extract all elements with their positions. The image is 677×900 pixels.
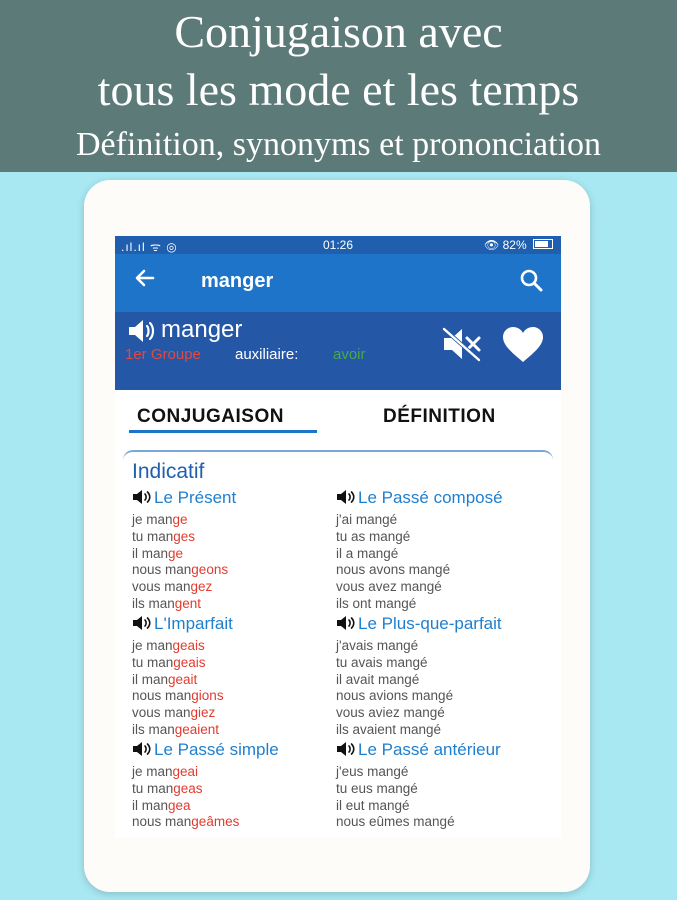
conjugation-ending: gea bbox=[168, 797, 191, 813]
status-time: 01:26 bbox=[322, 238, 354, 252]
conjugation-stem: tu man bbox=[132, 654, 174, 670]
conjugation-stem: vous man bbox=[132, 579, 191, 595]
conjugation-stem: je man bbox=[132, 638, 173, 653]
tab-definition[interactable]: DÉFINITION bbox=[383, 406, 496, 427]
verb-word: manger bbox=[161, 316, 243, 343]
conjugation-stem: je man bbox=[132, 764, 173, 779]
conjugation-stem: nous avons mangé bbox=[336, 562, 451, 578]
banner-line-3: Définition, synonyms et prononciation bbox=[75, 126, 602, 163]
tense-name: L'Imparfait bbox=[154, 614, 233, 633]
banner-line-2: tous les mode et les temps bbox=[97, 64, 580, 115]
conjugation-line bbox=[336, 596, 416, 611]
tense-name: Le Présent bbox=[154, 488, 237, 507]
tense-heading[interactable] bbox=[132, 488, 236, 508]
conjugation-line bbox=[132, 705, 215, 720]
conjugation-ending: geas bbox=[173, 780, 203, 796]
conjugation-stem: il a mangé bbox=[336, 545, 399, 561]
verb-group: 1er Groupe bbox=[125, 346, 201, 363]
conjugation-line bbox=[132, 512, 188, 527]
app-bar bbox=[115, 254, 561, 312]
conjugation-stem: tu man bbox=[132, 528, 174, 544]
mute-icon[interactable] bbox=[441, 326, 483, 362]
arrow-left-icon[interactable] bbox=[133, 266, 157, 296]
conjugation-stem: tu eus mangé bbox=[336, 780, 418, 796]
conjugation-line bbox=[132, 722, 219, 737]
conjugation-line bbox=[132, 529, 195, 544]
conjugation-line bbox=[336, 722, 441, 737]
conjugation-stem: vous aviez mangé bbox=[336, 705, 445, 721]
conjugation-line bbox=[336, 655, 428, 670]
conjugation-ending: geons bbox=[191, 562, 229, 578]
conjugation-line bbox=[132, 655, 206, 670]
tense-heading[interactable] bbox=[336, 488, 503, 508]
conjugation-line bbox=[336, 781, 418, 796]
conjugation-ending: gez bbox=[190, 579, 213, 595]
tab-bar bbox=[115, 390, 561, 438]
conjugation-line bbox=[132, 814, 239, 829]
mood-title: Indicatif bbox=[132, 460, 205, 483]
conjugation-stem: j'eus mangé bbox=[336, 764, 409, 779]
conjugation-stem: tu avais mangé bbox=[336, 654, 428, 670]
tense-heading[interactable] bbox=[132, 740, 279, 760]
tense-name: Le Plus-que-parfait bbox=[358, 614, 502, 633]
app-screen bbox=[115, 236, 561, 838]
conjugation-stem: nous man bbox=[132, 562, 192, 578]
auxiliary-value: avoir bbox=[333, 346, 366, 363]
conjugation-line bbox=[336, 672, 419, 687]
heart-icon[interactable] bbox=[501, 326, 545, 364]
word-header bbox=[115, 312, 561, 390]
auxiliary-label: auxiliaire: bbox=[235, 346, 299, 363]
conjugation-line bbox=[336, 798, 410, 813]
conjugation-line bbox=[132, 764, 198, 779]
battery-icon bbox=[533, 239, 553, 249]
tense-heading[interactable] bbox=[336, 614, 502, 634]
conjugation-stem: nous man bbox=[132, 688, 192, 704]
banner-line-1: Conjugaison avec bbox=[174, 6, 503, 57]
conjugation-line bbox=[336, 764, 408, 779]
conjugation-ending: geais bbox=[172, 638, 205, 653]
conjugation-stem: je man bbox=[132, 512, 173, 527]
conjugation-line bbox=[132, 688, 224, 703]
conjugation-stem: tu as mangé bbox=[336, 528, 411, 544]
signal-icons: .ıl.ıl ᯤ ◎ bbox=[121, 240, 178, 254]
conjugation-stem: nous man bbox=[132, 814, 192, 830]
conjugation-ending: ge bbox=[172, 512, 188, 527]
conjugation-line bbox=[336, 688, 453, 703]
conjugation-stem: nous avions mangé bbox=[336, 688, 454, 704]
conjugation-stem: il man bbox=[132, 797, 169, 813]
tense-name: Le Passé composé bbox=[358, 488, 503, 507]
conjugation-stem: il man bbox=[132, 671, 169, 687]
conjugation-line bbox=[132, 546, 183, 561]
conjugation-stem: j'ai mangé bbox=[336, 512, 398, 527]
conjugation-stem: il avait mangé bbox=[336, 671, 420, 687]
conjugation-ending: geâmes bbox=[191, 814, 240, 830]
conjugation-ending: geait bbox=[168, 671, 198, 687]
app-title: manger bbox=[201, 270, 274, 292]
conjugation-line bbox=[336, 562, 450, 577]
conjugation-stem: vous avez mangé bbox=[336, 579, 442, 595]
conjugation-line bbox=[132, 638, 205, 653]
search-icon[interactable] bbox=[519, 268, 545, 294]
conjugation-line bbox=[132, 672, 197, 687]
tense-heading[interactable] bbox=[132, 614, 233, 634]
conjugation-ending: gent bbox=[174, 596, 202, 611]
active-tab-indicator bbox=[129, 430, 317, 433]
conjugation-ending: ges bbox=[173, 528, 196, 544]
conjugation-line bbox=[336, 512, 397, 527]
conjugation-ending: gions bbox=[191, 688, 224, 704]
conjugation-line bbox=[336, 546, 398, 561]
tense-name: Le Passé antérieur bbox=[358, 740, 501, 759]
conjugation-ending: ge bbox=[168, 545, 184, 561]
battery-percent: 82% bbox=[502, 238, 527, 252]
conjugation-stem: tu man bbox=[132, 780, 174, 796]
battery-level bbox=[484, 238, 553, 252]
conjugation-stem: ils ont mangé bbox=[336, 596, 417, 611]
eye-icon: 👁 bbox=[484, 238, 503, 252]
tab-conjugaison[interactable]: CONJUGAISON bbox=[137, 406, 284, 427]
status-bar bbox=[115, 236, 561, 254]
tense-name: Le Passé simple bbox=[154, 740, 279, 759]
conjugation-line bbox=[336, 705, 445, 720]
conjugation-stem: il eut mangé bbox=[336, 797, 410, 813]
conjugation-stem: il man bbox=[132, 545, 169, 561]
tense-heading[interactable] bbox=[336, 740, 501, 760]
conjugation-stem: ils man bbox=[132, 596, 175, 611]
conjugation-stem: j'avais mangé bbox=[336, 638, 419, 653]
conjugation-stem: ils man bbox=[132, 722, 175, 737]
conjugation-line bbox=[336, 529, 410, 544]
conjugation-line bbox=[132, 562, 228, 577]
conjugation-ending: geais bbox=[173, 654, 206, 670]
conjugation-line bbox=[336, 579, 442, 594]
conjugation-stem: ils avaient mangé bbox=[336, 722, 442, 737]
conjugation-line bbox=[132, 781, 203, 796]
conjugation-line bbox=[132, 596, 201, 611]
conjugation-panel bbox=[123, 450, 553, 838]
conjugation-line bbox=[336, 638, 418, 653]
conjugation-line bbox=[336, 814, 455, 829]
conjugation-line bbox=[132, 798, 191, 813]
conjugation-ending: geaient bbox=[174, 722, 220, 737]
conjugation-ending: giez bbox=[190, 705, 216, 721]
conjugation-stem: nous eûmes mangé bbox=[336, 814, 455, 830]
speaker-icon[interactable] bbox=[127, 318, 157, 344]
conjugation-stem: vous man bbox=[132, 705, 191, 721]
promo-banner bbox=[0, 0, 677, 172]
conjugation-line bbox=[132, 579, 212, 594]
conjugation-ending: geai bbox=[172, 764, 199, 779]
